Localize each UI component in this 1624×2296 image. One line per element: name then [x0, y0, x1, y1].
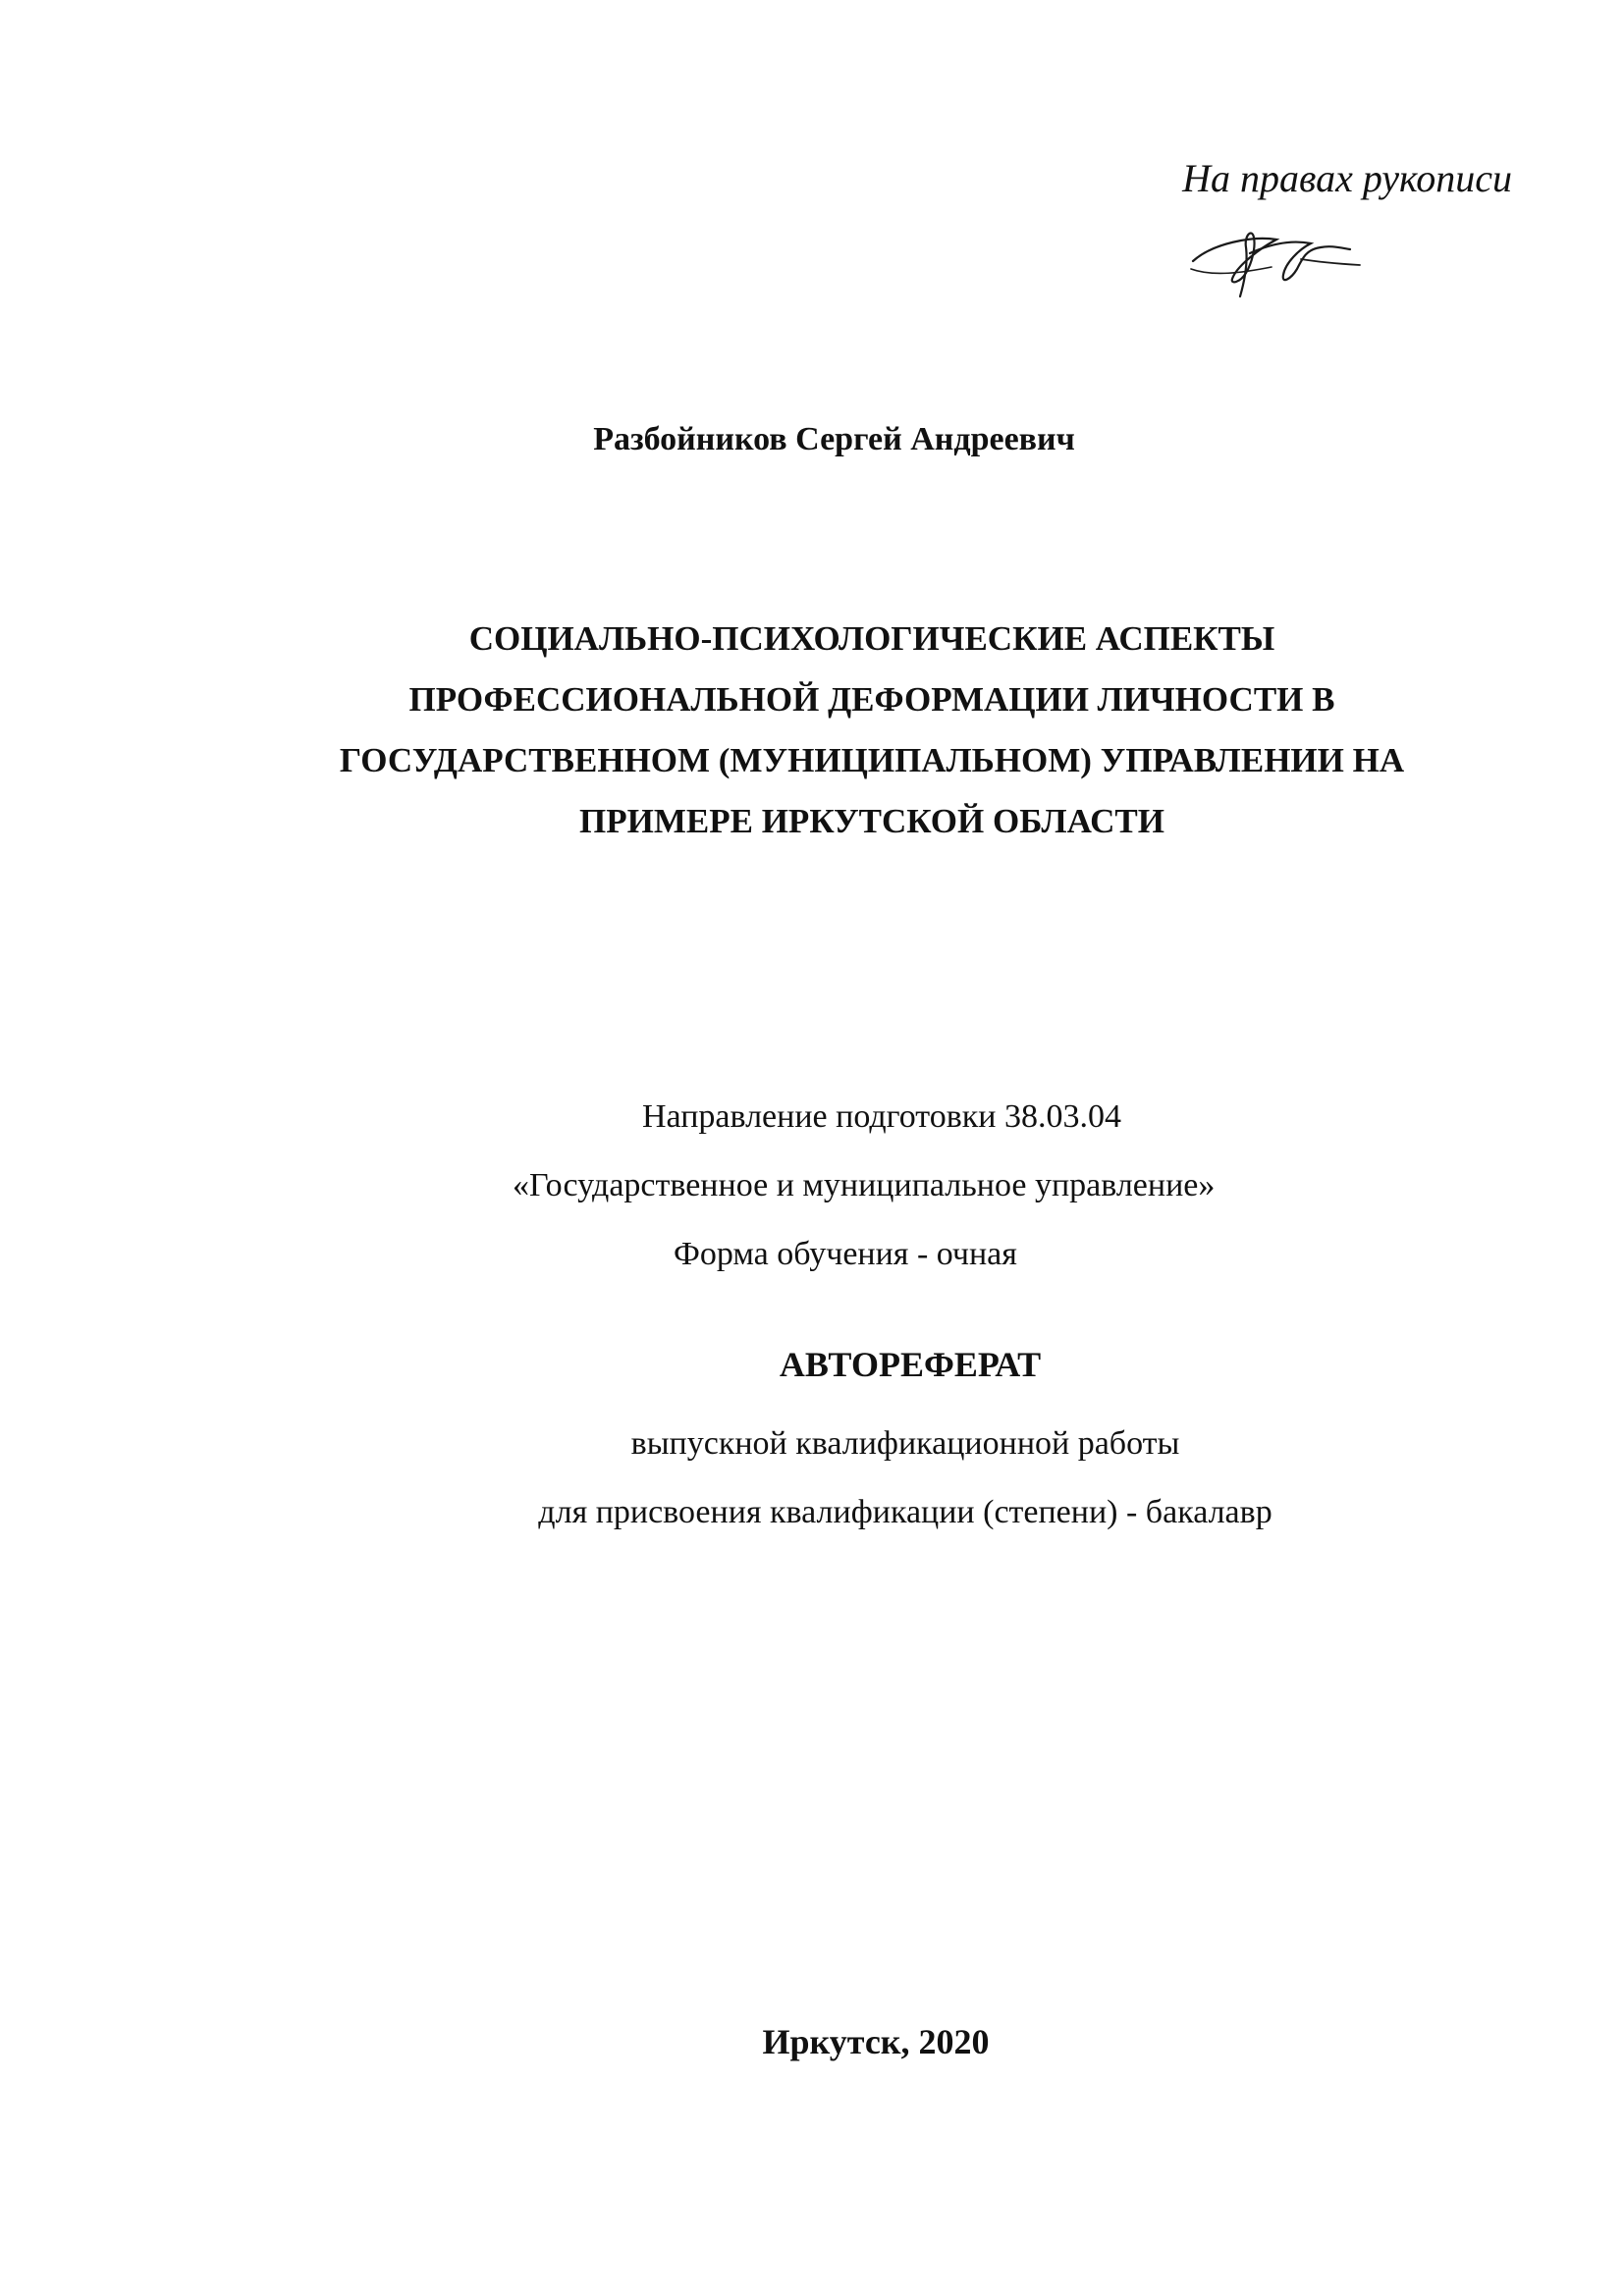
study-form: Форма обучения - очная	[674, 1236, 1017, 1272]
handwritten-signature-icon	[1183, 214, 1370, 302]
study-program: «Государственное и муниципальное управление»	[513, 1167, 1216, 1203]
abstract-description-line: для присвоения квалификации (степени) - бакалавр	[538, 1494, 1272, 1530]
thesis-title-line: ПРИМЕРЕ ИРКУТСКОЙ ОБЛАСТИ	[579, 802, 1164, 840]
thesis-title-line: ПРОФЕССИОНАЛЬНОЙ ДЕФОРМАЦИИ ЛИЧНОСТИ В	[408, 680, 1335, 719]
thesis-title-line: ГОСУДАРСТВЕННОМ (МУНИЦИПАЛЬНОМ) УПРАВЛЕНИИ НА	[339, 741, 1405, 779]
thesis-title-line: СОЦИАЛЬНО-ПСИХОЛОГИЧЕСКИЕ АСПЕКТЫ	[468, 619, 1275, 658]
abstract-description-line: выпускной квалификационной работы	[630, 1425, 1180, 1462]
city-year: Иркутск, 2020	[762, 2022, 990, 2061]
thesis-title	[196, 609, 1547, 852]
abstract-description	[0, 1410, 1624, 1547]
abstract-heading: АВТОРЕФЕРАТ	[779, 1345, 1042, 1384]
author-name: Разбойников Сергей Андреевич	[593, 421, 1075, 457]
rights-note: На правах рукописи	[1182, 156, 1512, 200]
study-direction: Направление подготовки 38.03.04	[642, 1098, 1121, 1135]
